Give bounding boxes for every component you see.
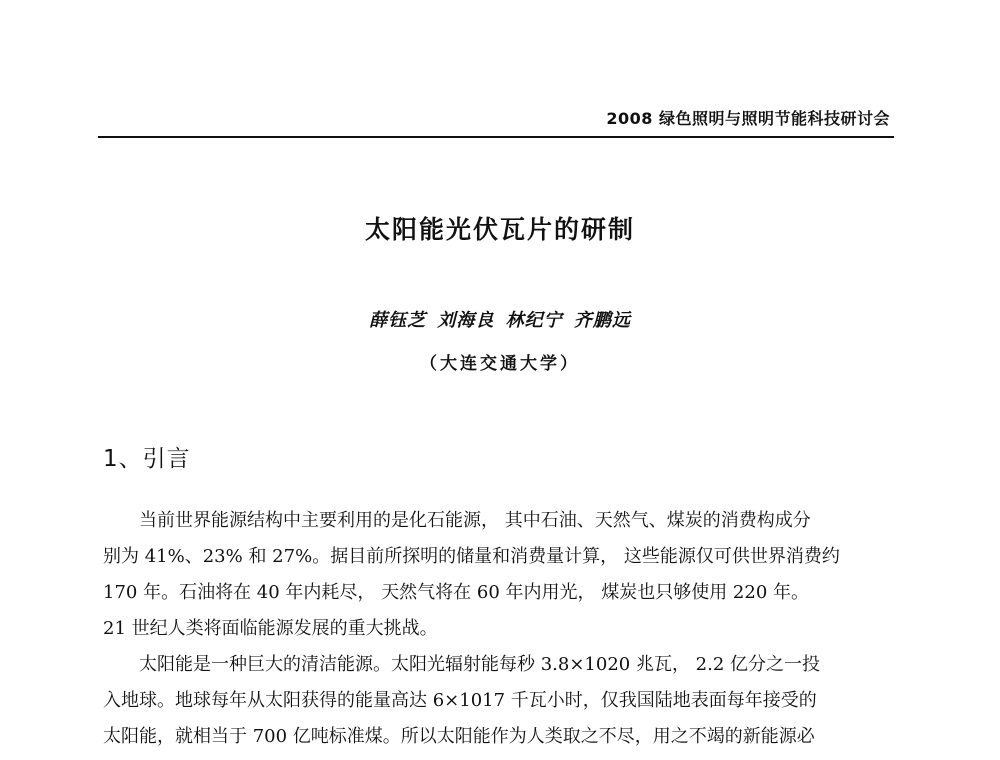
section-heading: 1、引言 (103, 446, 191, 472)
paragraph-1 (103, 503, 893, 647)
paper-title: 太阳能光伏瓦片的研制 (364, 215, 635, 244)
paragraph-line: 太阳能是一种巨大的清洁能源。太阳光辐射能每秒 3.8×1020 兆瓦， 2.2 亿分之一投 (139, 654, 821, 675)
header-rule (98, 136, 894, 138)
paper-affiliation: （大连交通大学） (420, 354, 580, 374)
paragraph-line: 入地球。地球每年从太阳获得的能量高达 6×1017 千瓦小时，仅我国陆地表面每年接受的 (103, 690, 817, 711)
paragraph-line: 21 世纪人类将面临能源发展的重大挑战。 (103, 618, 438, 639)
paragraph-line: 170 年。石油将在 40 年内耗尽， 天然气将在 60 年内用光， 煤炭也只够使用 220 年。 (103, 582, 810, 603)
paragraph-2 (103, 647, 893, 755)
paragraph-line: 当前世界能源结构中主要利用的是化石能源， 其中石油、天然气、煤炭的消费构成分 (139, 510, 811, 531)
running-header: 2008 绿色照明与照明节能科技研讨会 (606, 109, 890, 128)
paper-authors: 薛钰芝 刘海良 林纪宁 齐鹏远 (369, 310, 631, 331)
body-text (103, 503, 893, 755)
paragraph-line: 太阳能，就相当于 700 亿吨标准煤。所以太阳能作为人类取之不尽，用之不竭的新能源必 (103, 726, 815, 747)
paragraph-line: 别为 41%、23% 和 27%。据目前所探明的储量和消费量计算， 这些能源仅可供世界消费约 (103, 546, 840, 567)
